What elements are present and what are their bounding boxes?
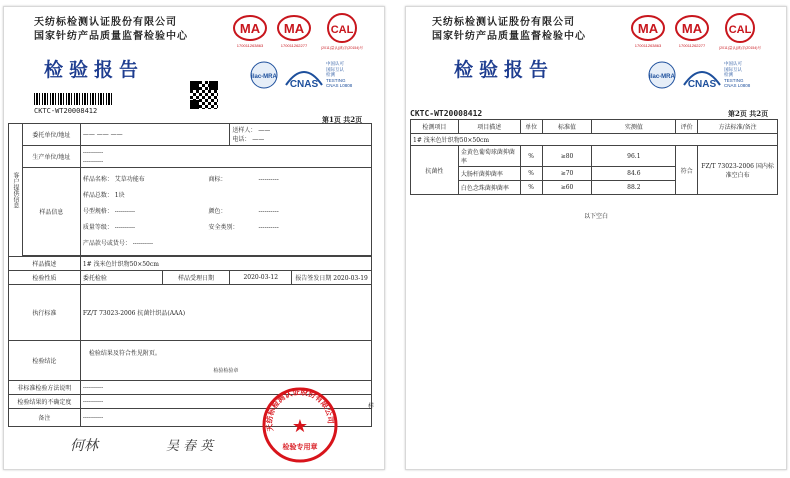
report-page-1 (3, 6, 385, 470)
nature-label: 检验性质 (9, 271, 81, 285)
table-row: 白色念珠菌抑菌率 % ≥60 88.2 (411, 181, 778, 195)
table-row: 抗菌性 金黄色葡萄球菌抑菌率 % ≥80 96.1 符合 FZ/T 73023-2006 国内标准空白布 (411, 146, 778, 167)
seal-side-text: 样 (368, 403, 375, 410)
svg-text:(2011)量认(津)字(Z0154)号: (2011)量认(津)字(Z0154)号 (321, 46, 363, 50)
cnas-text: 中国认可 国际互认 检测 TESTING CNAS L0808 (326, 61, 353, 88)
ma-logo (230, 15, 270, 53)
received-value: 2020-03-12 (243, 274, 279, 281)
qr-code (190, 81, 218, 109)
svg-text:MA: MA (239, 21, 261, 36)
org-name-2: 天纺标检测认证股份有限公司 (432, 17, 575, 28)
received-label: 样品受理日期 (177, 275, 214, 282)
nonstd-label: 非标准检验方法说明 (9, 381, 81, 395)
inspection-seal (260, 385, 340, 469)
sample-info-label: 样品信息 (23, 168, 81, 256)
barcode (34, 93, 114, 105)
standard-label: 执行标准 (9, 285, 81, 341)
org-name: 天纺标检测认证股份有限公司 (34, 17, 177, 28)
report-table-1: 客户提供信息 委托单位/地址 —— —— —— 送样人： —— 电话： —— 生产单位/地址 ---------- ---------- 样品信息 样品名称： 艾草功能布 商标： ---------- 样品总数： 1块 号型规格： ---------- 颜色： ---------- 质量等级： ---------- 安全类别： ---------- 产品款号或货号： ---------- 样品描述 1# 浅米色针织物50×50cm 检验性质 委托检验 样品受理日期 2020-03-12 报告签发日期 2020-03-19 执行标准 FZ/T 73023-2006 抗菌针织品(AAA) 检验结论 检验结果及符合性见附页。 检验检验章 非标准检验方法说明 ---------- 检验结果的不确定度 ---------- 备注 ---------- (8, 123, 372, 427)
svg-text:ilac-MRA: ilac-MRA (649, 74, 675, 80)
signature-2: 吴春英 (166, 439, 218, 454)
results-table (410, 119, 778, 195)
svg-text:检验专用章: 检验专用章 (282, 442, 318, 451)
evaluation: 符合 (676, 146, 698, 195)
center-name-2: 国家针纺产品质量监督检验中心 (432, 31, 586, 42)
report-title-2: 检验报告 (454, 59, 555, 81)
cnas-logo-p2 (682, 63, 722, 95)
ilac-mra-logo (248, 61, 280, 95)
report-number: CKTC-WT20008412 (34, 107, 98, 115)
svg-text:MA: MA (681, 21, 703, 36)
desc-label: 样品描述 (9, 257, 81, 271)
svg-text:MA: MA (637, 21, 659, 36)
cal-logo (318, 11, 366, 55)
svg-text:MA: MA (283, 21, 305, 36)
svg-text:170011263863: 170011263863 (634, 43, 662, 48)
svg-text:天纺标检测认证股份有限公司: 天纺标检测认证股份有限公司 (264, 387, 336, 433)
report-title: 检验报告 (44, 59, 145, 81)
issued-value: 2020-03-19 (333, 275, 368, 282)
svg-text:170011262277: 170011262277 (280, 43, 308, 48)
svg-text:ilac-MRA: ilac-MRA (251, 74, 277, 80)
svg-text:(2011)量认(津)字(Z0154)号: (2011)量认(津)字(Z0154)号 (719, 46, 761, 50)
svg-text:★: ★ (291, 416, 309, 437)
stamp-caption: 检验检验章 (213, 367, 239, 374)
client-label: 委托单位/地址 (23, 124, 81, 146)
remark-label: 备注 (9, 409, 81, 427)
ilac-mra-logo-p2 (646, 61, 678, 95)
cnas-text-p2: 中国认可 国际互认 检测 TESTING CNAS L0808 (724, 61, 751, 88)
signature-1: 何林 (70, 438, 98, 454)
side-label: 客户提供信息 (9, 124, 23, 257)
standard-value: FZ/T 73023-2006 抗菌针织品(AAA) (80, 285, 371, 341)
center-name: 国家针纺产品质量监督检验中心 (34, 31, 188, 42)
desc-value: 1# 浅米色针织物50×50cm (80, 257, 371, 271)
sample-name: 艾草功能布 (114, 175, 145, 183)
cal-logo-p2 (716, 11, 764, 55)
client-value: —— —— —— (80, 124, 230, 146)
sender-label: 送样人： (232, 126, 257, 134)
producer-value: ---------- ---------- (80, 146, 371, 168)
conclusion-label: 检验结论 (9, 341, 81, 381)
page-number-2: 第2页 共2页 (728, 109, 769, 118)
item-name: 抗菌性 (411, 146, 459, 195)
sample-count: 1块 (114, 191, 125, 199)
nature-value: 委托检验 (80, 271, 162, 285)
cnas-logo (284, 63, 324, 95)
conclusion-value: 检验结果及符合性见附页。 (88, 349, 161, 357)
table-row: 大肠杆菌抑菌率 % ≥70 84.6 (411, 167, 778, 181)
ma-logo-p2-2 (672, 15, 712, 53)
page-number: 第1页 共2页 (322, 115, 363, 124)
results-header-row: 检测项目 项目描述 单位 标准值 实测值 评价 方法标准/备注 (411, 120, 778, 134)
report-page-2 (405, 6, 787, 470)
report-number-2: CKTC-WT20008412 (410, 109, 483, 118)
ma-logo-2 (274, 15, 314, 53)
svg-text:CAL: CAL (330, 24, 354, 36)
svg-text:CAL: CAL (728, 24, 752, 36)
sample-row: 1# 浅米色针织物50×50cm (411, 134, 778, 146)
svg-text:170011262277: 170011262277 (678, 43, 706, 48)
producer-label: 生产单位/地址 (23, 146, 81, 168)
svg-text:CNAS: CNAS (687, 79, 717, 90)
svg-text:170011263863: 170011263863 (236, 43, 264, 48)
phone-label: 电话： (232, 135, 251, 143)
ma-logo-p2 (628, 15, 668, 53)
method-standard: FZ/T 73023-2006 国内标准空白布 (698, 146, 778, 195)
svg-text:CNAS: CNAS (289, 79, 319, 90)
issued-label: 报告签发日期 (295, 275, 332, 282)
uncertain-label: 检验结果的不确定度 (9, 395, 81, 409)
end-note: 以下空白 (583, 213, 608, 220)
